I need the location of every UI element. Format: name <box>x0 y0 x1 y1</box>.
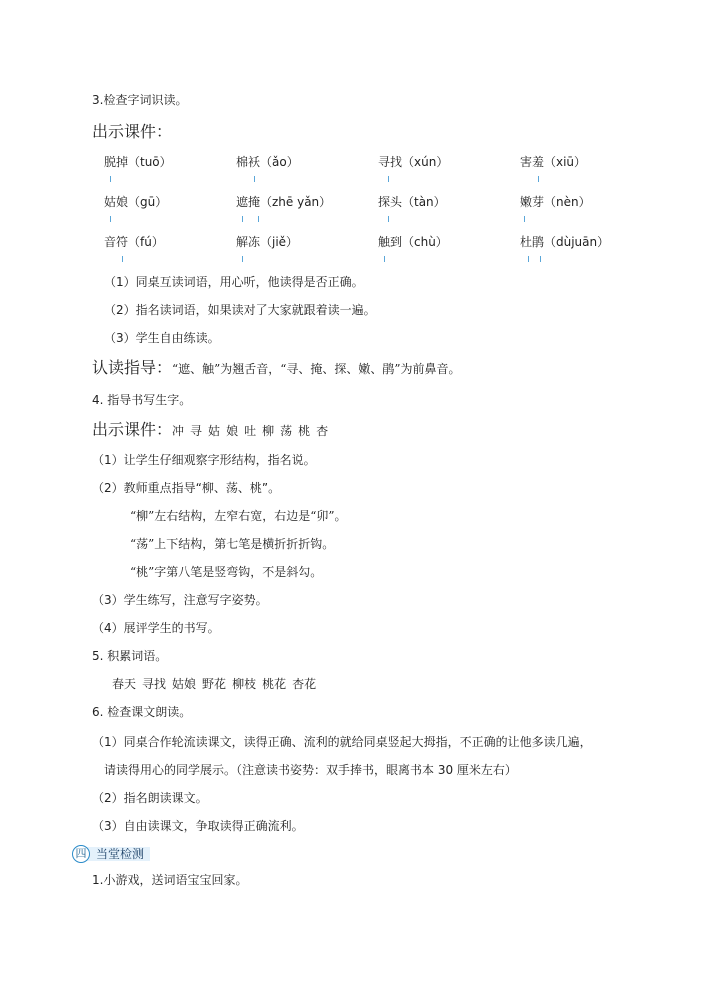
char-item: 冲 <box>172 424 185 438</box>
step3-courseware-label: 出示课件： <box>92 122 173 141</box>
word-zheyan: 遮掩（zhē yǎn） <box>236 195 332 209</box>
note-dang: “荡”上下结构，第七笔是横折折折钩。 <box>130 537 335 551</box>
vocab-item: 野花 <box>202 677 227 691</box>
char-item: 桃 <box>298 424 311 438</box>
vocab-item: 杏花 <box>292 677 317 691</box>
tick-mark <box>110 216 111 222</box>
word-yinfu: 音符（fú） <box>104 235 164 249</box>
word-xunzhao: 寻找（xún） <box>378 155 449 169</box>
section-number-badge: 四 <box>72 845 90 863</box>
tick-mark <box>540 256 541 262</box>
note-liu: “柳”左右结构，左窄右宽，右边是“卯”。 <box>130 509 347 523</box>
vocab-list <box>112 676 322 692</box>
word-dujuan: 杜鹃（dùjuān） <box>520 235 610 249</box>
step3-item-1: （1）同桌互读词语，用心听，他读得是否正确。 <box>104 275 364 289</box>
tick-mark <box>258 216 259 222</box>
step6-item-1-line-1: （1）同桌合作轮流读课文，读得正确、流利的就给同桌竖起大拇指，不正确的让他多读几遍， <box>92 735 592 749</box>
word-tuodiao: 脱掉（tuō） <box>104 155 172 169</box>
char-item: 杏 <box>316 424 329 438</box>
vocab-item: 柳枝 <box>232 677 257 691</box>
step4-item-3: （3）学生练写，注意写字姿势。 <box>92 593 268 607</box>
word-tantou: 探头（tàn） <box>378 195 446 209</box>
tick-mark <box>388 176 389 182</box>
word-chudao: 触到（chù） <box>378 235 448 249</box>
word-guniang: 姑娘（gū） <box>104 195 168 209</box>
step4-item-1: （1）让学生仔细观察字形结构，指名说。 <box>92 453 316 467</box>
tick-mark <box>528 256 529 262</box>
guide-text: “遮、触”为翘舌音，“寻、掩、探、嫩、鹃”为前鼻音。 <box>172 362 461 376</box>
step4-courseware-label: 出示课件： <box>92 420 173 439</box>
tick-mark <box>524 216 525 222</box>
char-item: 寻 <box>190 424 203 438</box>
vocab-item: 姑娘 <box>172 677 197 691</box>
word-mianao: 棉袄（ǎo） <box>236 155 299 169</box>
tick-mark <box>242 216 243 222</box>
tick-mark <box>110 176 111 182</box>
step6-item-2: （2）指名朗读课文。 <box>92 791 208 805</box>
char-item: 柳 <box>262 424 275 438</box>
word-haixiu: 害羞（xiū） <box>520 155 587 169</box>
step6-heading: 6. 检查课文朗读。 <box>92 705 192 719</box>
tick-mark <box>254 176 255 182</box>
vocab-item: 春天 <box>112 677 137 691</box>
note-tao: “桃”字第八笔是竖弯钩，不是斜勾。 <box>130 565 323 579</box>
vocab-item: 桃花 <box>262 677 287 691</box>
pronunciation-guide <box>92 358 461 378</box>
vocab-item: 寻找 <box>142 677 167 691</box>
tick-mark <box>242 256 243 262</box>
char-item: 荡 <box>280 424 293 438</box>
guide-label: 认读指导： <box>92 358 173 377</box>
step3-item-3: （3）学生自由练读。 <box>104 331 220 345</box>
char-item: 吐 <box>244 424 257 438</box>
word-nenya: 嫩芽（nèn） <box>520 195 591 209</box>
step4-item-2: （2）教师重点指导“柳、荡、桃”。 <box>92 481 281 495</box>
step6-item-1-line-2: 请读得用心的同学展示。（注意读书姿势：双手捧书，眼离书本 30 厘米左右） <box>104 763 517 777</box>
char-item: 姑 <box>208 424 221 438</box>
tick-mark <box>384 256 385 262</box>
step4-courseware <box>92 420 334 440</box>
char-item: 娘 <box>226 424 239 438</box>
section4-item-1: 1.小游戏，送词语宝宝回家。 <box>92 873 248 887</box>
step5-heading: 5. 积累词语。 <box>92 649 168 663</box>
step3-heading: 3.检查字词识读。 <box>92 93 188 107</box>
step4-item-4: （4）展评学生的书写。 <box>92 621 220 635</box>
tick-mark <box>122 256 123 262</box>
section-title: 当堂检测 <box>96 847 145 861</box>
tick-mark <box>538 176 539 182</box>
step6-item-3: （3）自由读课文，争取读得正确流利。 <box>92 819 304 833</box>
word-jiedong: 解冻（jiě） <box>236 235 299 249</box>
char-list <box>172 424 334 438</box>
step3-item-2: （2）指名读词语，如果读对了大家就跟着读一遍。 <box>104 303 376 317</box>
step4-heading: 4. 指导书写生字。 <box>92 393 192 407</box>
tick-mark <box>388 216 389 222</box>
